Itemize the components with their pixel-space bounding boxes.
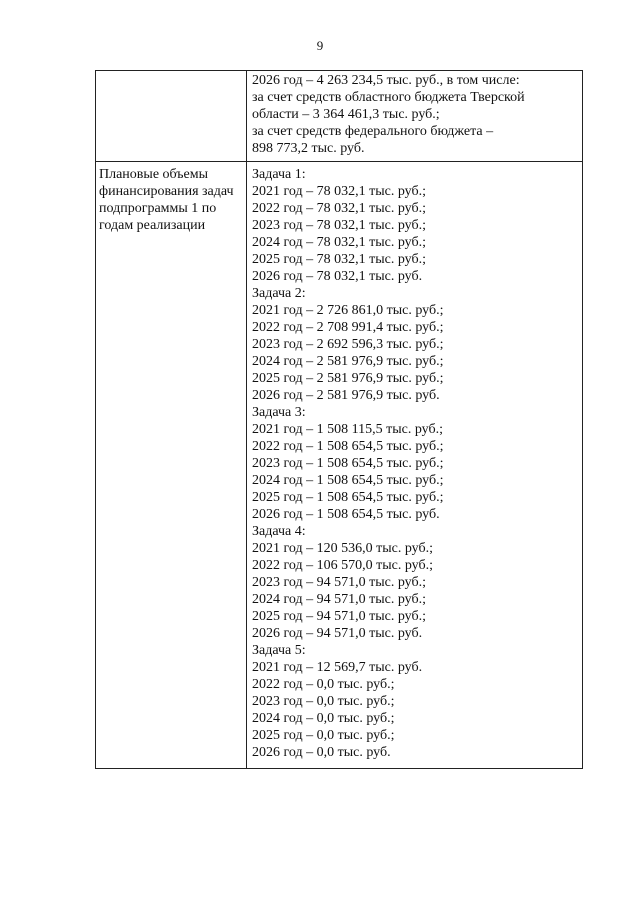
text-line: 2024 год – 2 581 976,9 тыс. руб.; (252, 354, 444, 369)
text-line: 2023 год – 1 508 654,5 тыс. руб.; (252, 456, 444, 471)
text-line: 2021 год – 120 536,0 тыс. руб.; (252, 541, 433, 556)
page-number: 9 (316, 38, 324, 53)
row-label-lines (96, 162, 246, 234)
text-line: Задача 1: (252, 167, 306, 182)
row-value-cell (247, 162, 583, 769)
text-line: Задача 4: (252, 524, 306, 539)
row-label-cell (96, 162, 247, 769)
text-line: 2021 год – 1 508 115,5 тыс. руб.; (252, 422, 443, 437)
text-line: 2021 год – 12 569,7 тыс. руб. (252, 660, 423, 675)
financing-table (95, 70, 583, 769)
text-line: Задача 5: (252, 643, 306, 658)
text-line: 2022 год – 106 570,0 тыс. руб.; (252, 558, 433, 573)
text-line: 2026 год – 4 263 234,5 тыс. руб., в том числе: (252, 73, 520, 88)
table-row (96, 71, 583, 162)
text-line: 2022 год – 78 032,1 тыс. руб.; (252, 201, 426, 216)
text-line: 2024 год – 0,0 тыс. руб.; (252, 711, 395, 726)
text-line: 2023 год – 0,0 тыс. руб.; (252, 694, 395, 709)
row-value-cell (247, 71, 583, 162)
row-label (96, 71, 246, 72)
label-line: Плановые объемы (99, 167, 209, 182)
text-line: 2024 год – 94 571,0 тыс. руб.; (252, 592, 426, 607)
text-line: за счет средств областного бюджета Тверской (252, 90, 525, 105)
text-line: 2026 год – 1 508 654,5 тыс. руб. (252, 507, 440, 522)
text-line: 2022 год – 1 508 654,5 тыс. руб.; (252, 439, 444, 454)
text-line: 2025 год – 78 032,1 тыс. руб.; (252, 252, 426, 267)
text-line: 2023 год – 78 032,1 тыс. руб.; (252, 218, 426, 233)
row-value-lines (247, 162, 582, 768)
text-line: Задача 3: (252, 405, 306, 420)
label-line: годам реализации (99, 218, 206, 233)
text-line: 2025 год – 2 581 976,9 тыс. руб.; (252, 371, 444, 386)
text-line: 2021 год – 2 726 861,0 тыс. руб.; (252, 303, 444, 318)
text-line: 2025 год – 94 571,0 тыс. руб.; (252, 609, 426, 624)
text-line: 2025 год – 1 508 654,5 тыс. руб.; (252, 490, 444, 505)
text-line: 2023 год – 94 571,0 тыс. руб.; (252, 575, 426, 590)
text-line: 2021 год – 78 032,1 тыс. руб.; (252, 184, 426, 199)
table-row (96, 162, 583, 769)
text-line: 2026 год – 2 581 976,9 тыс. руб. (252, 388, 440, 403)
text-line: 898 773,2 тыс. руб. (252, 141, 365, 156)
text-line: за счет средств федерального бюджета – (252, 124, 494, 139)
text-line: 2026 год – 78 032,1 тыс. руб. (252, 269, 423, 284)
text-line: 2026 год – 0,0 тыс. руб. (252, 745, 391, 760)
text-line: области – 3 364 461,3 тыс. руб.; (252, 107, 440, 122)
text-line: 2022 год – 2 708 991,4 тыс. руб.; (252, 320, 444, 335)
text-line: 2024 год – 1 508 654,5 тыс. руб.; (252, 473, 444, 488)
text-line: 2026 год – 94 571,0 тыс. руб. (252, 626, 423, 641)
label-line: финансирования задач (99, 184, 234, 199)
row-value-lines (247, 71, 582, 161)
row-label-cell (96, 71, 247, 162)
label-line: подпрограммы 1 по (99, 201, 217, 216)
text-line: 2024 год – 78 032,1 тыс. руб.; (252, 235, 426, 250)
text-line: 2025 год – 0,0 тыс. руб.; (252, 728, 395, 743)
text-line: 2023 год – 2 692 596,3 тыс. руб.; (252, 337, 444, 352)
text-line: 2022 год – 0,0 тыс. руб.; (252, 677, 395, 692)
text-line: Задача 2: (252, 286, 306, 301)
